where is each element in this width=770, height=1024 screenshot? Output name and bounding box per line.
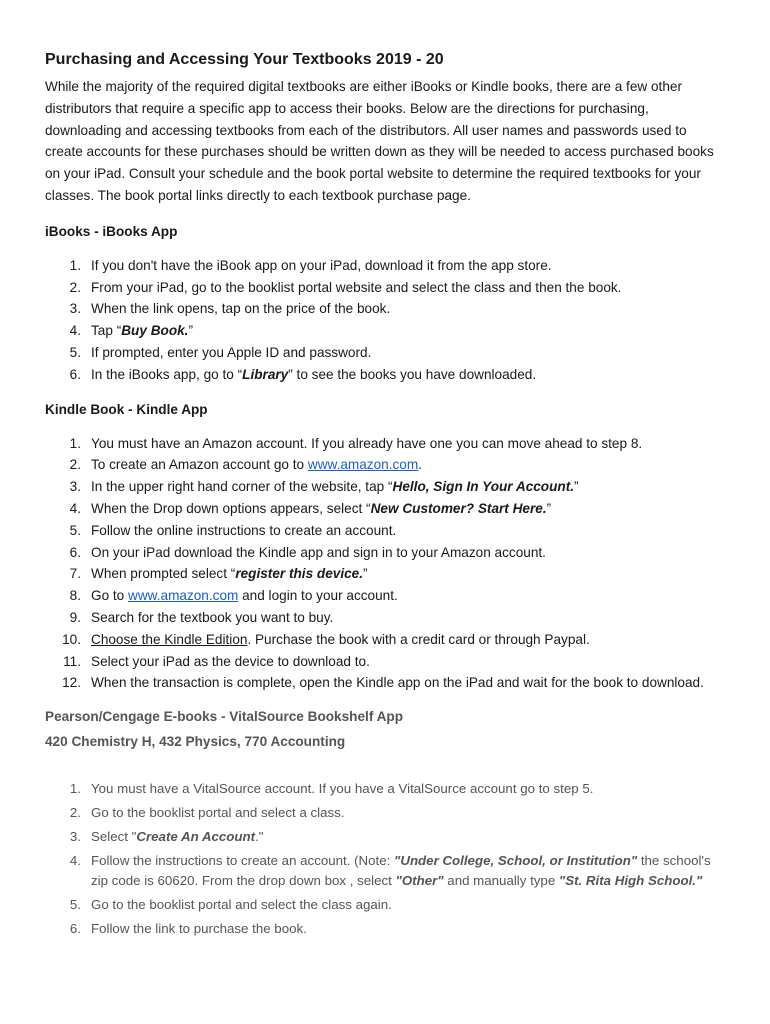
ibooks-heading: iBooks - iBooks App [45,223,178,239]
ibooks-steps [45,255,728,386]
list-item: 10. Choose the Kindle Edition. Purchase the book with a credit card or through Paypal. [62,631,590,647]
kindle-steps [45,433,728,695]
amazon-link[interactable]: www.amazon.com [307,457,419,473]
kindle-heading: Kindle Book - Kindle App [45,401,208,417]
page-title: Purchasing and Accessing Your Textbooks 2019 - 20 [45,51,444,68]
list-item: 8. Go to www.amazon.com and login to your account. [69,588,398,604]
list-item: 4. Tap “Buy Book.” [69,323,193,339]
list-item: 11. Select your iPad as the device to download to. [63,653,370,669]
list-item: 5. Follow the online instructions to create an account. [69,522,397,538]
list-item: 2. From your iPad, go to the booklist portal website and select the class and then the book. [69,279,622,295]
amazon-link[interactable]: www.amazon.com [128,588,239,604]
list-item: 1. You must have a VitalSource account. If you have a VitalSource account go to step 5. [69,781,594,797]
list-item: 9. Search for the textbook you want to buy. [69,609,334,625]
vitalsource-subheading: 420 Chemistry H, 432 Physics, 770 Accounting [45,734,346,750]
intro-paragraph: While the majority of the required digital textbooks are either iBooks or Kindle books, there are a few other distributors that require a specific app to access their books. Below are the directions for purchasing, downloading and accessing textbooks from each of the distributors. All user names and passwords used to create accounts for these purchases should be written down as they will be needed to access purchased books on your iPad. Consult your schedule and the book portal website to determine the required textbooks for your classes. The book portal links directly to each textbook purchase page. [45,79,714,203]
list-item: 3. When the link opens, tap on the price of the book. [69,301,391,317]
list-item: 5. Go to the booklist portal and select the class again. [69,897,392,912]
list-item: 1. You must have an Amazon account. If you already have one you can move ahead to step 8. [69,435,643,451]
list-item: 2. To create an Amazon account go to www.amazon.com. [69,457,422,473]
list-item: 6. Follow the link to purchase the book. [69,921,307,937]
list-item: 7. When prompted select “register this device.” [69,566,368,582]
list-item: 6. In the iBooks app, go to “Library” to see the books you have downloaded. [69,366,537,382]
vitalsource-steps [45,779,728,938]
list-item: 2. Go to the booklist portal and select a class. [69,805,345,821]
list-item: 4. When the Drop down options appears, select “New Customer? Start Here.” [69,500,552,516]
list-item: 3. Select "Create An Account." [69,829,264,845]
list-item: 1. If you don't have the iBook app on your iPad, download it from the app store. [69,257,552,273]
list-item: 3. In the upper right hand corner of the website, tap “Hello, Sign In Your Account.” [69,479,579,495]
list-item: 5. If prompted, enter you Apple ID and password. [69,344,372,360]
list-item: 12. When the transaction is complete, open the Kindle app on the iPad and wait for the book to download. [62,675,704,691]
vitalsource-heading: Pearson/Cengage E-books - VitalSource Bookshelf App [45,709,404,725]
list-item: 6. On your iPad download the Kindle app and sign in to your Amazon account. [69,544,546,560]
list-item: 4. Follow the instructions to create an account. (Note: "Under College, School, or Institution" the school's zip code is 60620. From the drop down box , select "Other" and manually type "St. Rita High School." [69,853,711,888]
